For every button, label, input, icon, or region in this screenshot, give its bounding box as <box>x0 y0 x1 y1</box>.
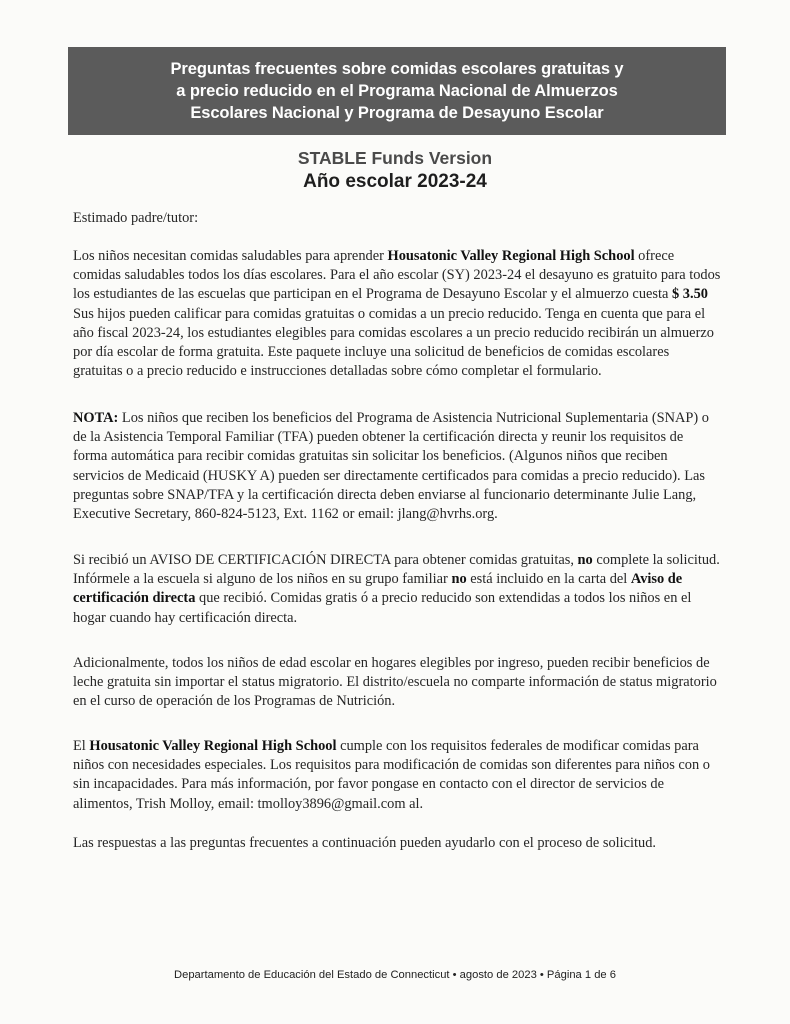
school-year-heading: Año escolar 2023-24 <box>303 171 487 192</box>
note-text: Los niños que reciben los beneficios del Programa de Asistencia Nutricional Suplementaria (SNAP) o de la Asistencia Temporal Familiar (TFA) pueden obtener la certificación directa y reunir los requisitos de forma automática para recibir comidas gratuitas sin solicitar los beneficios. (Algunos niños que reciben servicios de Medicaid (HUSKY A) pueden ser directamente certificados para comidas a precio reducido). Las preguntas sobre SNAP/TFA y la certificación directa deben enviarse al funcionario determinante Julie Lang, Executive Secretary, 860-824-5123, Ext. 1162 or email: jlang@hvrhs.org. <box>73 410 709 523</box>
intro-text-3: Sus hijos pueden calificar para comidas gratuitas o comidas a un precio reducido. Tenga en cuenta que para el año fiscal 2023-24, los estudiantes elegibles para comidas escolares a un precio reducido recibirán un almuerzo por día escolar de forma gratuita. Este paquete incluye una solicitud de beneficios de comidas escolares gratuitas o a precio reducido e instrucciones detalladas sobre cómo completar el formulario. <box>73 305 714 380</box>
dc-text-4: que recibió. Comidas gratis ó a precio reducido son extendidas a todos los niños en el hogar cuando hay certificación directa. <box>73 590 692 626</box>
intro-text-2: ofrece comidas saludables todos los días escolares. Para el año escolar (SY) 2023-24 el desayuno es gratuito para todos los estudiantes de las escuelas que participan en el Programa de Desayuno Escolar y el almuerzo cuesta <box>73 248 721 303</box>
intro-text-1: Los niños necesitan comidas saludables para aprender <box>73 248 388 264</box>
dc-text-3: está incluido en la carta del <box>466 571 631 588</box>
dc-no-1: no <box>577 552 593 568</box>
closing-paragraph: Las respuestas a las preguntas frecuentes a continuación pueden ayudarlo con el proceso de solicitud. <box>73 835 657 851</box>
page-footer: Departamento de Educación del Estado de Connecticut • agosto de 2023 • Página 1 de 6 <box>174 969 616 981</box>
direct-certification-paragraph <box>73 551 721 628</box>
salutation: Estimado padre/tutor: <box>73 210 199 226</box>
sn-text-2: cumple con los requisitos federales de modificar comidas para niños con necesidades especiales. Los requisitos para modificación de comidas son diferentes para niños con o sin incapacidades. Para más información, por favor pongase en contacto con el director de servicios de alimentos, Trish Molloy, email: tmolloy3896@gmail.com al. <box>73 738 710 812</box>
milk-benefits-paragraph: Adicionalmente, todos los niños de edad escolar en hogares elegibles por ingreso, pueden recibir beneficios de leche gratuita sin importar el status migratorio. El distrito/escuela no comparte información de status migratorio en el curso de operación de los Programas de Nutrición. <box>73 655 717 710</box>
dc-text-1: Si recibió un AVISO DE CERTIFICACIÓN DIRECTA para obtener comidas gratuitas, <box>73 552 578 568</box>
version-subtitle: STABLE Funds Version <box>297 148 493 168</box>
dc-notice: Aviso de certificación directa <box>73 571 683 607</box>
note-paragraph <box>73 409 721 524</box>
school-name: Housatonic Valley Regional High School <box>387 248 635 264</box>
intro-paragraph <box>73 247 721 381</box>
dc-no-2: no <box>451 571 467 588</box>
sn-school-name: Housatonic Valley Regional High School <box>89 738 337 754</box>
lunch-price: $ 3.50 <box>672 286 708 303</box>
title-banner <box>68 47 726 135</box>
banner-line-3: Escolares Nacional y Programa de Desayuno Escolar <box>190 104 604 122</box>
dc-text-2: complete la solicitud. Infórmele a la escuela si alguno de los niños en su grupo familiar <box>73 552 720 588</box>
note-label: NOTA: <box>73 410 119 426</box>
sn-text-1: El <box>73 738 90 754</box>
banner-line-1: Preguntas frecuentes sobre comidas escolares gratuitas y <box>170 60 624 78</box>
special-needs-paragraph <box>73 737 721 814</box>
banner-line-2: a precio reducido en el Programa Nacional de Almuerzos <box>176 82 618 100</box>
